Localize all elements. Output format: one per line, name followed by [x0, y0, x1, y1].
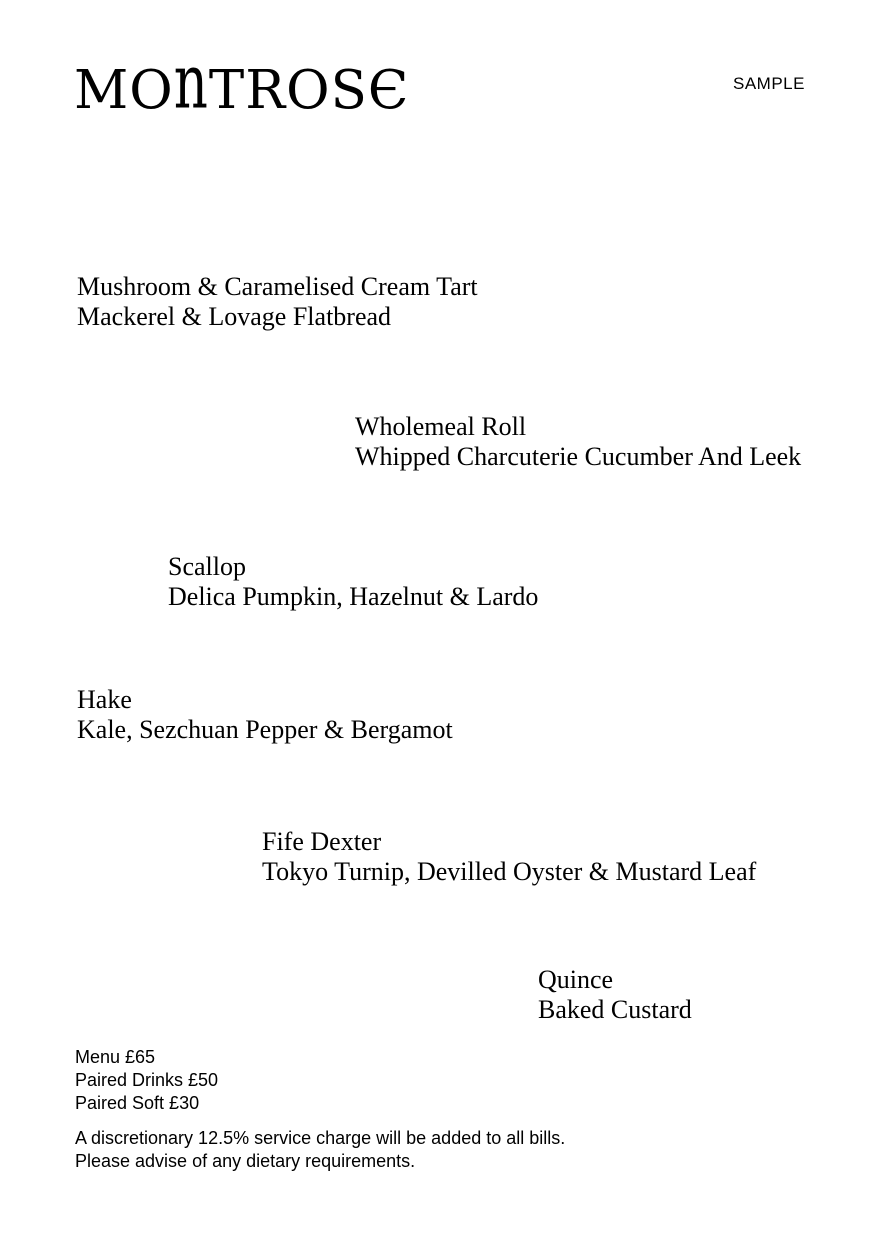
course-subtitle: Mackerel & Lovage Flatbread [77, 302, 392, 331]
brand-logo [74, 39, 410, 126]
course-title: Mushroom & Caramelised Cream Tart [77, 272, 478, 301]
course-subtitle: Delica Pumpkin, Hazelnut & Lardo [168, 582, 539, 611]
brand-letter: T [208, 60, 246, 121]
course-subtitle: Baked Custard [538, 995, 692, 1024]
course-subtitle: Kale, Sezchuan Pepper & Bergamot [77, 715, 453, 744]
brand-letter: O [129, 60, 174, 121]
pricing-line-paired-soft: Paired Soft £30 [75, 1093, 200, 1113]
pricing-line-menu: Menu £65 [75, 1047, 156, 1067]
notes-block [75, 1127, 565, 1173]
course-subtitle: Tokyo Turnip, Devilled Oyster & Mustard Leaf [262, 857, 757, 886]
sample-watermark: SAMPLE [733, 74, 805, 93]
course-item-4 [77, 685, 453, 745]
brand-letter: Є [367, 60, 410, 121]
course-title: Hake [77, 685, 132, 714]
course-title: Wholemeal Roll [355, 412, 527, 441]
course-item-3 [168, 552, 538, 612]
brand-letter: n [173, 39, 209, 126]
dietary-note: Please advise of any dietary requirements. [75, 1151, 416, 1171]
brand-letter: M [74, 60, 130, 121]
pricing-line-paired-drinks: Paired Drinks £50 [75, 1070, 219, 1090]
course-title: Quince [538, 965, 614, 994]
course-title: Fife Dexter [262, 827, 382, 856]
course-title: Scallop [168, 552, 246, 581]
course-item-2 [355, 412, 801, 472]
brand-letter: O [286, 60, 331, 121]
service-charge-note: A discretionary 12.5% service charge will be added to all bills. [75, 1128, 566, 1148]
course-item-5 [262, 827, 756, 887]
course-item-6 [538, 965, 692, 1025]
brand-letter: R [245, 60, 287, 121]
brand-letter: S [330, 60, 368, 121]
pricing-block [75, 1046, 218, 1115]
course-item-1 [77, 272, 478, 332]
course-subtitle: Whipped Charcuterie Cucumber And Leek [355, 442, 802, 471]
